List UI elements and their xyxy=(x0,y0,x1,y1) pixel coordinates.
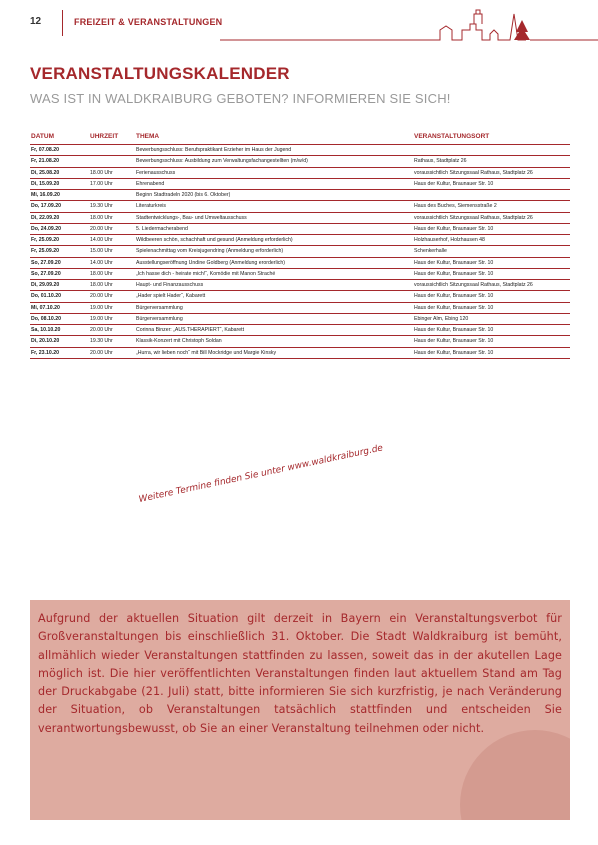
cell-date: Di, 29.09.20 xyxy=(31,282,60,288)
cell-time: 14.00 Uhr xyxy=(90,237,113,243)
cell-date: So, 27.09.20 xyxy=(31,270,61,277)
cell-time: 20.00 Uhr xyxy=(90,225,113,232)
cell-topic: Bewerbungsschluss: Berufspraktikant Erzieher im Haus der Jugend xyxy=(136,147,292,153)
cell-date: Fr, 23.10.20 xyxy=(31,349,59,356)
cell-place: Haus der Kultur, Braunauer Str. 10 xyxy=(414,327,494,333)
cell-date: Fr, 21.08.20 xyxy=(31,158,59,165)
table-row xyxy=(30,325,570,336)
more-events-note: Weitere Termine finden Sie unter www.waldkraiburg.de xyxy=(137,443,384,505)
cell-time: 15.00 Uhr xyxy=(90,248,113,255)
section-label: FREIZEIT & VERANSTALTUNGEN xyxy=(74,17,223,27)
cell-date: Sa, 10.10.20 xyxy=(31,327,61,333)
cell-place: Haus der Kultur, Braunauer Str. 10 xyxy=(414,270,494,277)
cell-date: Di, 25.08.20 xyxy=(31,169,60,176)
cell-time: 19.00 Uhr xyxy=(90,315,113,322)
cell-time: 14.00 Uhr xyxy=(90,259,113,266)
header-topic: THEMA xyxy=(136,133,160,140)
table-row xyxy=(30,246,570,257)
table-row xyxy=(30,348,570,359)
notice-text: Aufgrund der aktuellen Situation gilt derzeit in Bayern ein Veranstaltungsverbot für Großveranstaltungen bis einschließlich 31. Oktober. Die Stadt Waldkraiburg ist bemüht, allmählich wieder Veranstaltungen stattfinden zu lassen, soweit das in der akutellen Lage möglich ist. Die hier veröffentlichten Veranstaltungen finden laut aktuellem Stand am Tag der Druckabgabe (21. Juli) statt, bitte informieren Sie sich kurzfristig, je nach Veränderung der Situation, ob Veranstaltungen tatsächlich stattfinden und entscheiden Sie verantwortungsbewusst, ob Sie an einer Veranstaltung teilnehmen oder nicht. xyxy=(38,612,562,735)
cell-place: voraussichtlich Sitzungssaal Rathaus, Stadtplatz 26 xyxy=(414,169,533,176)
cell-topic: Bewerbungsschluss: Ausbildung zum Verwaltungsfachangestellten (m/w/d) xyxy=(136,158,308,165)
table-row xyxy=(30,235,570,246)
cell-date: Di, 15.09.20 xyxy=(31,180,60,187)
cell-place: Haus der Kultur, Braunauer Str. 10 xyxy=(414,180,494,187)
cell-place: Schenkerhalle xyxy=(414,248,447,255)
table-row xyxy=(30,213,570,224)
table-row xyxy=(30,190,570,201)
cell-place: Rathaus, Stadtplatz 26 xyxy=(414,158,467,165)
cell-date: Mi, 07.10.20 xyxy=(31,304,60,311)
cell-time: 18.00 Uhr xyxy=(90,270,113,277)
cell-topic: Beginn Stadtradeln 2020 (bis 6. Oktober) xyxy=(136,192,231,198)
cell-topic: Bürgerversammlung xyxy=(136,304,183,311)
cell-date: Do, 08.10.20 xyxy=(31,315,61,322)
cell-time: 18.00 Uhr xyxy=(90,282,113,288)
header-date: DATUM xyxy=(31,133,54,140)
cell-place: Ebinger Alm, Ebing 120 xyxy=(414,315,469,322)
cell-date: Fr, 25.09.20 xyxy=(31,248,59,255)
page-header xyxy=(0,0,598,46)
cell-time: 19.30 Uhr xyxy=(90,338,113,345)
cell-topic: Stadtentwicklungs-, Bau- und Umweltausschuss xyxy=(136,214,247,221)
table-row xyxy=(30,201,570,212)
cell-time: 20.00 Uhr xyxy=(90,293,113,300)
header-time: UHRZEIT xyxy=(90,133,119,140)
page-number: 12 xyxy=(30,16,42,27)
cell-place: Haus des Buches, Siemensstraße 2 xyxy=(414,203,497,210)
cell-topic: Ferienausschuss xyxy=(136,169,176,176)
table-row xyxy=(30,156,570,167)
page-subtitle: WAS IST IN WALDKRAIBURG GEBOTEN? INFORMIEREN SIE SICH! xyxy=(30,91,451,106)
cell-topic: 5. Liedermacherabend xyxy=(136,225,188,232)
cell-time: 18.00 Uhr xyxy=(90,214,113,221)
cell-time: 20.00 Uhr xyxy=(90,349,113,356)
cell-date: Do, 01.10.20 xyxy=(31,293,61,300)
table-header xyxy=(30,133,570,145)
cell-topic: Wildbeeren schön, schachhaft und gesund (Anmeldung erforderlich) xyxy=(136,237,293,243)
table-row xyxy=(30,291,570,302)
cell-topic: Literaturkreis xyxy=(136,203,166,210)
cell-date: So, 27.09.20 xyxy=(31,259,61,266)
table-row xyxy=(30,258,570,269)
cell-topic: Klassik-Konzert mit Christoph Soldan xyxy=(136,338,222,345)
table-row xyxy=(30,314,570,325)
cell-topic: „Hader spielt Hader“, Kabarett xyxy=(136,293,206,300)
cell-topic: Ehrenabend xyxy=(136,180,165,187)
cell-topic: „Ich hasse dich - heirate mich!“, Komödie mit Manon Straché xyxy=(136,270,276,277)
table-row xyxy=(30,269,570,280)
notice-decoration xyxy=(460,730,570,820)
cell-topic: Ausstellungseröffnung Undine Goldberg (Anmeldung erorderlich) xyxy=(136,259,285,266)
cell-time: 19.30 Uhr xyxy=(90,203,113,210)
table-row xyxy=(30,303,570,314)
cell-time: 18.00 Uhr xyxy=(90,169,113,176)
cell-date: Di, 20.10.20 xyxy=(31,338,60,345)
cell-time: 19.00 Uhr xyxy=(90,304,113,311)
cell-date: Do, 24.09.20 xyxy=(31,225,61,232)
cell-topic: Bürgerversammlung xyxy=(136,315,183,322)
cell-time: 20.00 Uhr xyxy=(90,327,113,333)
cell-place: Haus der Kultur, Braunauer Str. 10 xyxy=(414,349,494,356)
cell-date: Do, 17.09.20 xyxy=(31,203,61,210)
cell-place: Haus der Kultur, Braunauer Str. 10 xyxy=(414,338,494,345)
cell-place: voraussichtlich Sitzungssaal Rathaus, Stadtplatz 26 xyxy=(414,214,533,221)
cell-place: Haus der Kultur, Braunauer Str. 10 xyxy=(414,293,494,300)
table-row xyxy=(30,224,570,235)
table-row xyxy=(30,280,570,291)
table-body xyxy=(30,145,570,359)
cell-date: Mi, 16.09.20 xyxy=(31,192,60,198)
cell-place: Haus der Kultur, Braunauer Str. 10 xyxy=(414,304,494,311)
cell-date: Di, 22.09.20 xyxy=(31,214,60,221)
table-row xyxy=(30,168,570,179)
cell-time: 17.00 Uhr xyxy=(90,180,113,187)
table-row xyxy=(30,179,570,190)
cell-place: Holzhauserhof, Holzhausen 48 xyxy=(414,237,485,243)
header-place: VERANSTALTUNGSORT xyxy=(414,133,490,140)
notice-box xyxy=(30,600,570,820)
cell-place: Haus der Kultur, Braunauer Str. 10 xyxy=(414,259,494,266)
cell-date: Fr, 25.09.20 xyxy=(31,237,59,243)
town-skyline-icon xyxy=(0,0,598,46)
cell-topic: Haupt- und Finanzausschuss xyxy=(136,282,204,288)
cell-topic: Corinna Binzer: „AUS.THERAPIERT“, Kabarett xyxy=(136,327,245,333)
table-row xyxy=(30,145,570,156)
page-title: VERANSTALTUNGSKALENDER xyxy=(30,64,290,83)
cell-topic: Spielenachmittag vom Kreisjugendring (Anmeldung erforderlich) xyxy=(136,248,284,255)
cell-place: voraussichtlich Sitzungssaal Rathaus, Stadtplatz 26 xyxy=(414,282,533,288)
cell-place: Haus der Kultur, Braunauer Str. 10 xyxy=(414,225,494,232)
cell-topic: „Hurra, wir lieben noch“ mit Bill Mockridge und Margie Kinsky xyxy=(136,349,277,356)
events-table xyxy=(30,133,570,359)
table-row xyxy=(30,336,570,347)
cell-date: Fr, 07.08.20 xyxy=(31,147,59,153)
